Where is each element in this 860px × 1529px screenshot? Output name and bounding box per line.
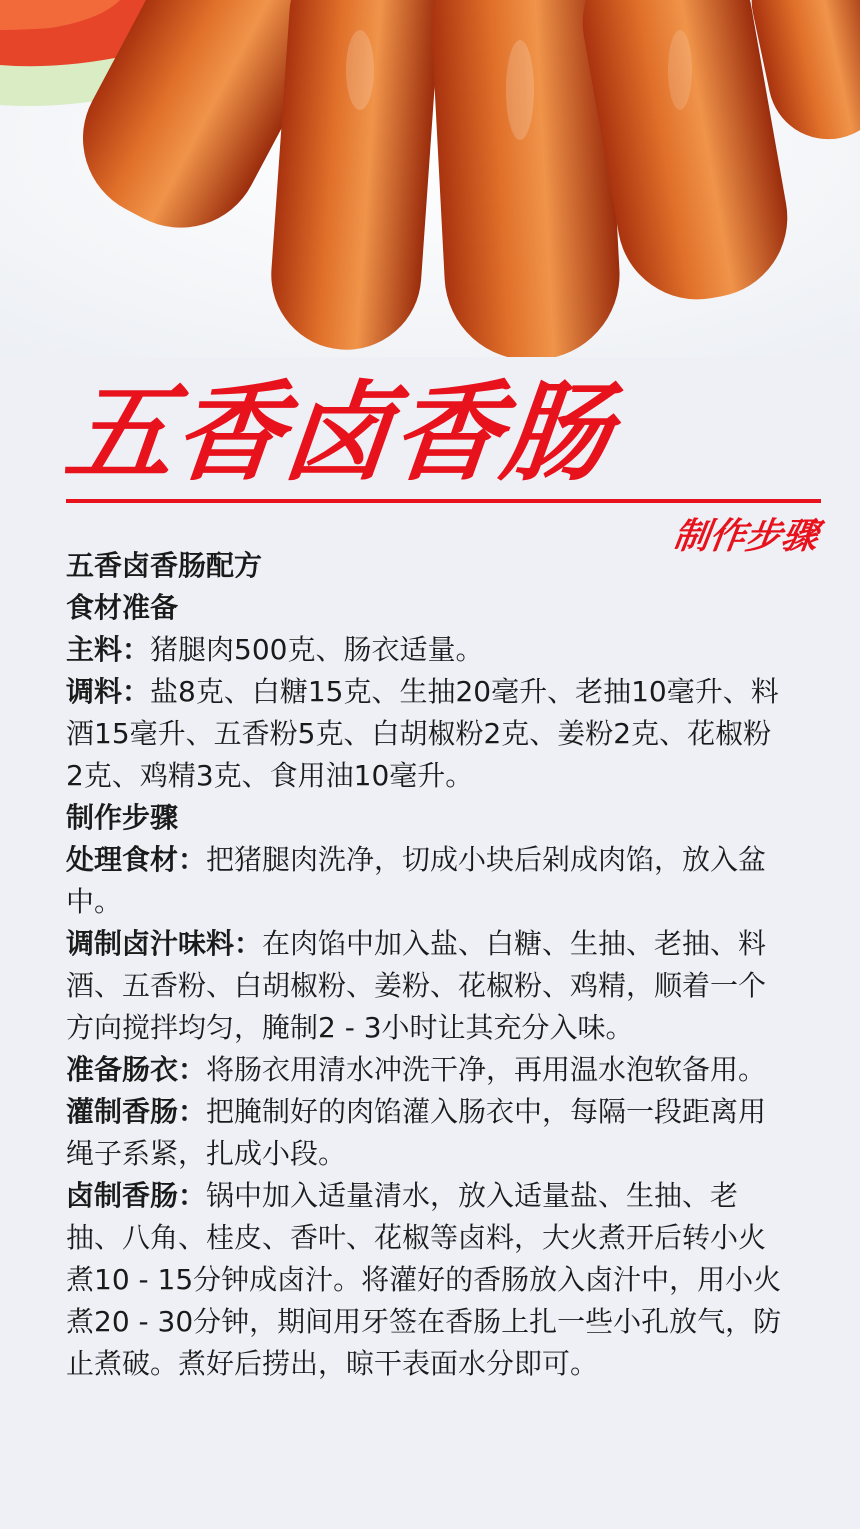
title-divider xyxy=(66,499,821,503)
step-text: 将肠衣用清水冲洗干净，再用温水泡软备用。 xyxy=(206,1053,767,1086)
recipe-body xyxy=(66,545,786,1385)
page-subtitle: 制作步骤 xyxy=(670,516,821,557)
step-text: 锅中加入适量清水，放入适量盐、生抽、老抽、八角、桂皮、香叶、花椒等卤料，大火煮开后转小火煮10 - 15分钟成卤汁。将灌好的香肠放入卤汁中，用小火煮20 - 30分钟，期间用牙签在香肠上扎一些小孔放气，防止煮破。煮好后捞出，晾干表面水分即可。 xyxy=(66,1179,782,1380)
seasonings xyxy=(66,671,786,797)
step-item xyxy=(66,839,786,923)
step-item xyxy=(66,1175,786,1385)
step-item xyxy=(66,1049,786,1091)
sausage-photo xyxy=(0,0,860,357)
step-label: 卤制香肠： xyxy=(66,1179,207,1212)
sausage-illustration xyxy=(0,0,860,357)
step-item xyxy=(66,1091,786,1175)
step-label: 灌制香肠： xyxy=(66,1095,207,1128)
recipe-heading: 五香卤香肠配方 xyxy=(66,549,263,582)
step-text: 在肉馅中加入盐、白糖、生抽、老抽、料酒、五香粉、白胡椒粉、姜粉、花椒粉、鸡精，顺着一个方向搅拌均匀，腌制2 - 3小时让其充分入味。 xyxy=(66,927,767,1044)
step-label: 准备肠衣： xyxy=(66,1053,207,1086)
seasoning-text: 盐8克、白糖15克、生抽20毫升、老抽10毫升、料酒15毫升、五香粉5克、白胡椒粉2克、姜粉2克、花椒粉2克、鸡精3克、食用油10毫升。 xyxy=(66,675,779,792)
main-label: 主料： xyxy=(66,633,151,666)
ingredients-heading: 食材准备 xyxy=(66,591,179,624)
main-text: 猪腿肉500克、肠衣适量。 xyxy=(150,633,484,666)
seasoning-label: 调料： xyxy=(66,675,151,708)
step-item xyxy=(66,923,786,1049)
main-ingredients xyxy=(66,629,786,671)
page-title: 五香卤香肠 xyxy=(59,371,618,496)
step-label: 处理食材： xyxy=(66,843,207,876)
step-text: 把猪腿肉洗净，切成小块后剁成肉馅，放入盆中。 xyxy=(66,843,767,918)
step-label: 调制卤汁味料： xyxy=(66,927,263,960)
step-text: 把腌制好的肉馅灌入肠衣中，每隔一段距离用绳子系紧，扎成小段。 xyxy=(66,1095,767,1170)
steps-heading: 制作步骤 xyxy=(66,801,179,834)
